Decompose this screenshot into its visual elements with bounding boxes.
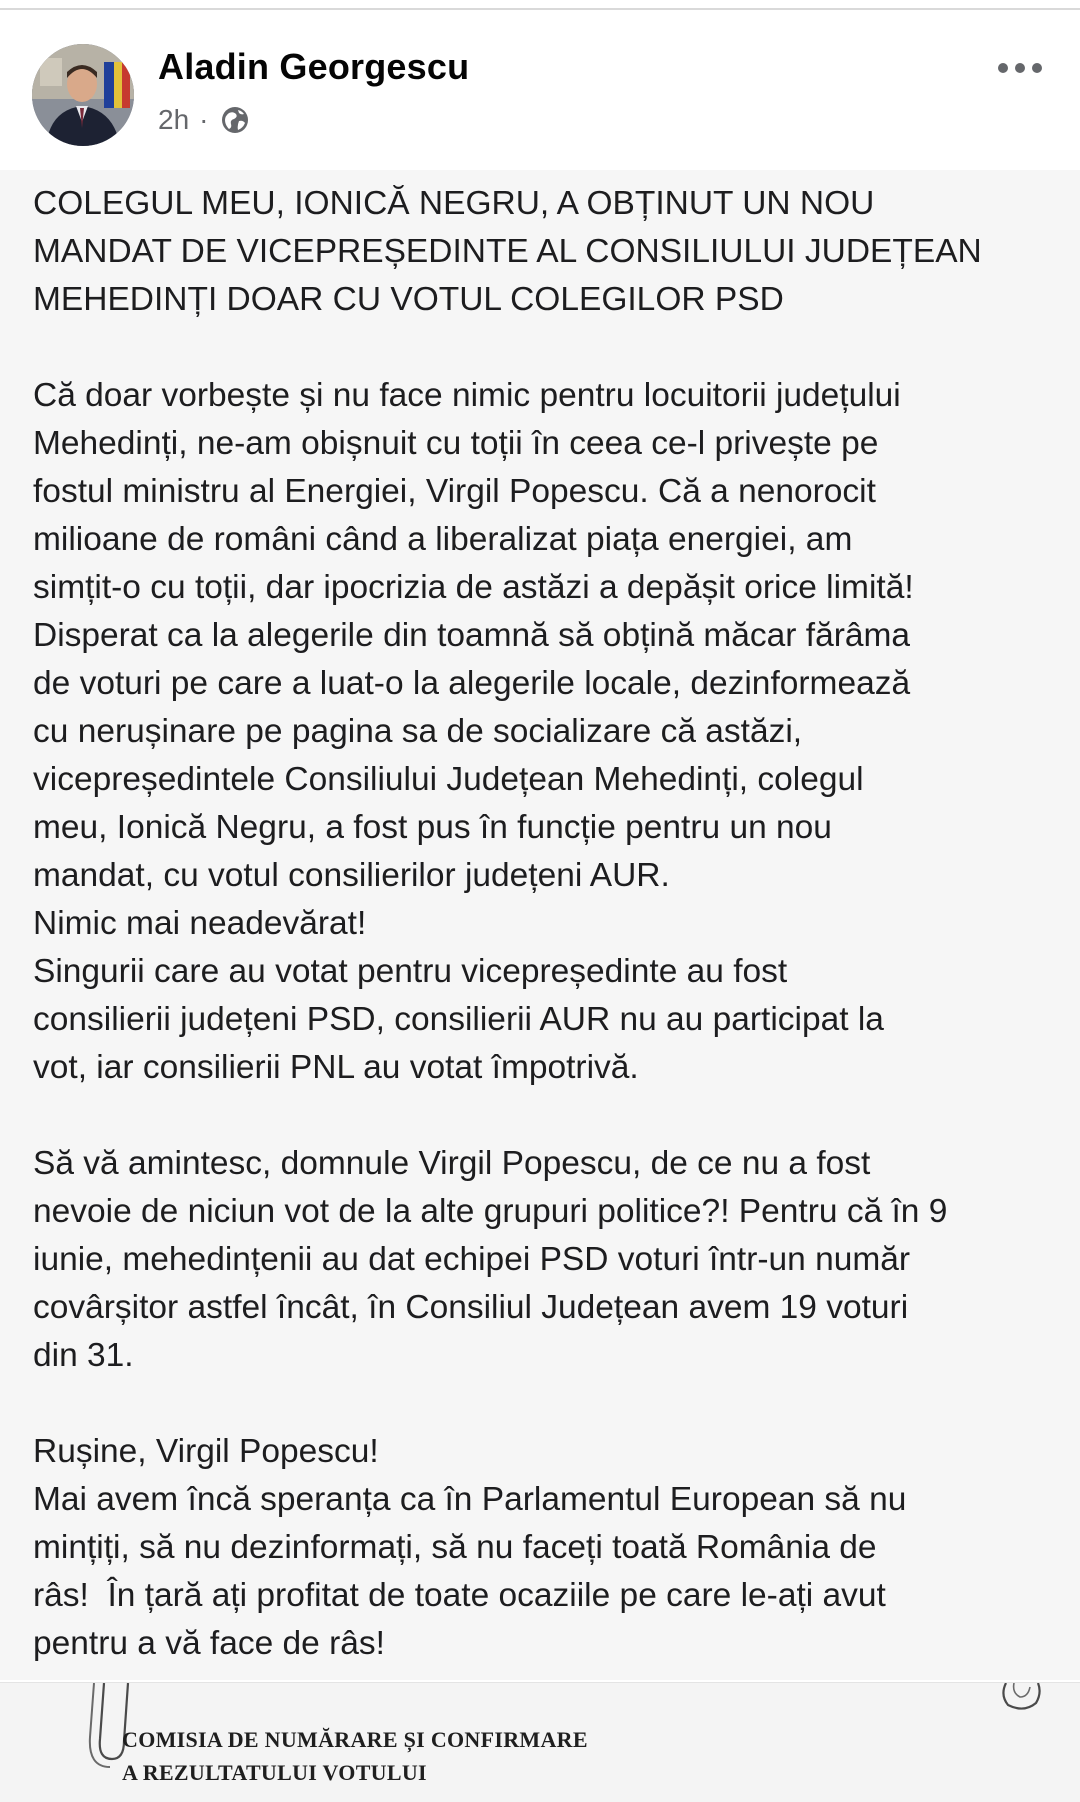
post-body — [0, 170, 1080, 1680]
avatar[interactable] — [32, 44, 134, 146]
attached-document-image[interactable] — [0, 1682, 1080, 1802]
meta-separator: · — [199, 104, 209, 135]
document-heading-line1: COMISIA DE NUMĂRARE ȘI CONFIRMARE — [122, 1727, 588, 1752]
globe-icon — [220, 105, 250, 135]
top-divider — [0, 0, 1080, 10]
document-heading-line2: A REZULTATULUI VOTULUI — [122, 1760, 427, 1785]
post-meta — [158, 100, 250, 140]
post-timestamp[interactable]: 2h — [158, 104, 190, 135]
avatar-portrait-icon — [32, 44, 134, 146]
post-header — [0, 10, 1080, 170]
author-name[interactable]: Aladin Georgescu — [158, 46, 470, 87]
post-text: COLEGUL MEU, IONICĂ NEGRU, A OBȚINUT UN NOU MANDAT DE VICEPREȘEDINTE AL CONSILIULUI JUDEȚEAN MEHEDINȚI DOAR CU VOTUL COLEGILOR PSD Că doar vorbește și nu face nimic pentru locuitorii județului Mehedinți, ne-am obișnuit cu toții în ceea ce-l privește pe fostul ministru al Energiei, Virgil Popescu. Că a nenorocit milioane de români când a liberalizat piața energiei, am simțit-o cu toții, dar ipocrizia de astăzi a depășit orice limită! Disperat ca la alegerile din toamnă să obțină măcar fărâma de voturi pe care a luat-o la alegerile locale, dezinformează cu nerușinare pe pagina sa de socializare că astăzi, vicepreședintele Consiliului Județean Mehedinți, colegul meu, Ionică Negru, a fost pus în funcție pentru un nou mandat, cu votul consilierilor județeni AUR. Nimic mai neadevărat! Singurii care au votat pentru vicepreședinte au fost consilierii județeni PSD, consilierii AUR nu au participat la vot, iar consilierii PNL au votat împotrivă. Să vă amintesc, domnule Virgil Popescu, de ce nu a fost nevoie de niciun vot de la alte grupuri politice?! Pentru că în 9 iunie, mehedințenii au dat echipei PSD voturi într-un număr covârșitor astfel încât, în Consiliul Județean avem 19 voturi din 31. Rușine, Virgil Popescu! Mai avem încă speranța ca în Parlamentul European să nu mințiți, să nu dezinformați, să nu faceți toată România de râs! În țară ați profitat de toate ocaziile pe care le-ați avut pentru a vă face de râs! — [33, 185, 982, 1662]
more-horizontal-icon — [998, 63, 1008, 73]
more-options-button[interactable] — [990, 48, 1050, 88]
